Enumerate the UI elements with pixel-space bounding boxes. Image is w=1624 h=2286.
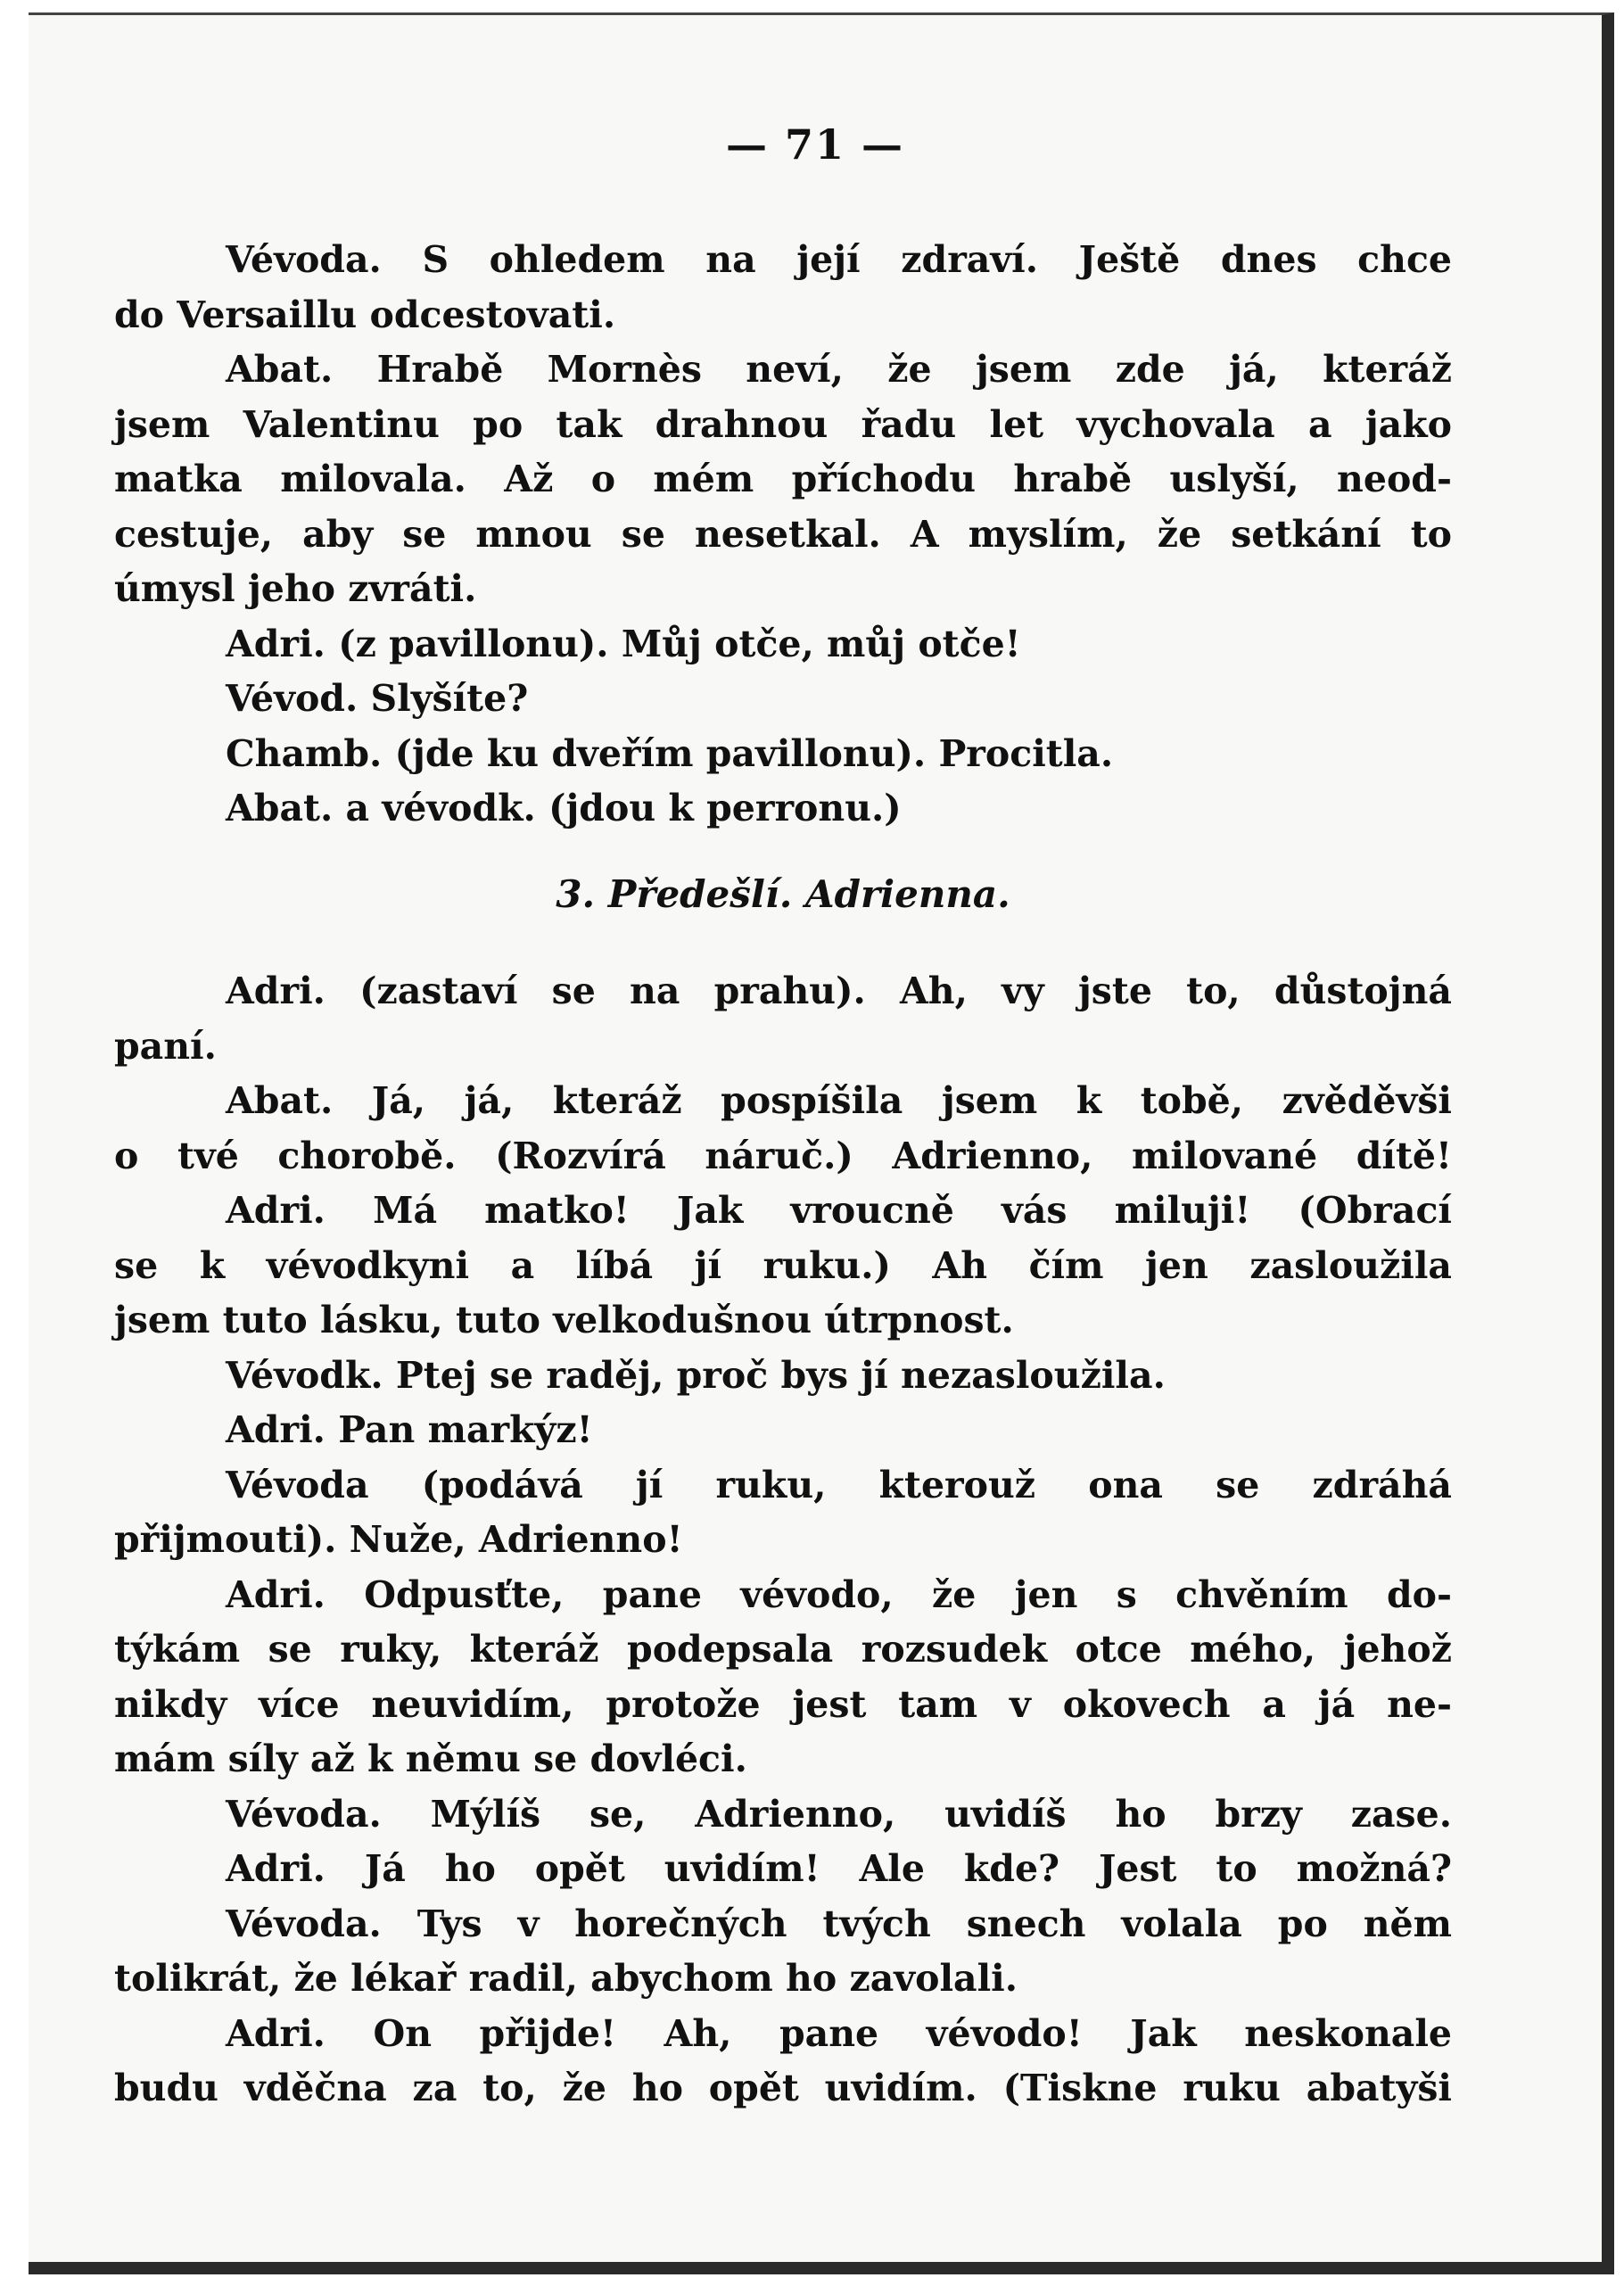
text-line: Adri. (z pavillonu). Můj otče, můj otče! bbox=[226, 622, 1021, 665]
text-line: Adri. (zastaví se na prahu). Ah, vy jste to, důstojná bbox=[226, 970, 1452, 1012]
text-line: Vévod. Slyšíte? bbox=[226, 677, 529, 720]
text-line: matka milovala. Až o mém příchodu hrabě uslyší, neod- bbox=[114, 458, 1452, 500]
text-line: nikdy více neuvidím, protože jest tam v okovech a já ne- bbox=[114, 1682, 1452, 1726]
text-line: Abat. a vévodk. (jdou k perronu.) bbox=[226, 787, 902, 829]
text-line: Vévoda. Tys v horečných tvých snech volala po něm bbox=[226, 1902, 1452, 1945]
page-number: — 71 — bbox=[725, 120, 905, 169]
book-page bbox=[29, 12, 1614, 2274]
text-line: Adri. Odpusťte, pane vévodo, že jen s chvěním do- bbox=[226, 1572, 1452, 1616]
text-line: Vévodk. Ptej se raděj, proč bys jí nezasloužila. bbox=[226, 1353, 1166, 1397]
text-line: se k vévodkyni a líbá jí ruku.) Ah čím jen zasloužila bbox=[114, 1243, 1452, 1287]
text-line: Adri. On přijde! Ah, pane vévodo! Jak neskonale bbox=[226, 2011, 1452, 2055]
scene-heading: 3. Předešlí. Adrienna. bbox=[556, 871, 1010, 916]
text-line: paní. bbox=[114, 1024, 217, 1068]
text-line: Abat. Já, já, kteráž pospíšila jsem k tobě, zvěděvši bbox=[226, 1079, 1452, 1122]
text-line: Adri. Má matko! Jak vroucně vás miluji! (Obrací bbox=[226, 1189, 1452, 1232]
text-line: tolikrát, že lékař radil, abychom ho zavolali. bbox=[114, 1957, 1018, 2000]
text-line: cestuje, aby se mnou se nesetkal. A myslím, že setkání to bbox=[114, 512, 1452, 556]
text-line: mám síly až k němu se dovléci. bbox=[114, 1737, 747, 1780]
text-line: Vévoda. Mýlíš se, Adrienno, uvidíš ho brzy zase. bbox=[226, 1792, 1452, 1836]
text-line: Chamb. (jde ku dveřím pavillonu). Procitla. bbox=[226, 731, 1114, 775]
page-text bbox=[114, 233, 1452, 2117]
text-line: Vévoda. S ohledem na její zdraví. Ještě dnes chce bbox=[226, 238, 1452, 281]
text-line: budu vděčna za to, že ho opět uvidím. (Tiskne ruku abatyši bbox=[114, 2067, 1452, 2109]
text-line: jsem tuto lásku, tuto velkodušnou útrpnost. bbox=[114, 1299, 1014, 1341]
text-line: Abat. Hrabě Mornès neví, že jsem zde já, kteráž bbox=[226, 348, 1452, 391]
text-line: do Versaillu odcestovati. bbox=[114, 293, 616, 336]
text-line: jsem Valentinu po tak drahnou řadu let vychovala a jako bbox=[114, 402, 1452, 446]
text-line: úmysl jeho zvráti. bbox=[114, 567, 477, 610]
text-line: Vévoda (podává jí ruku, kterouž ona se zdráhá bbox=[226, 1463, 1452, 1506]
text-line: přijmouti). Nuže, Adrienno! bbox=[114, 1518, 683, 1561]
text-line: týkám se ruky, kteráž podepsala rozsudek otce mého, jehož bbox=[114, 1628, 1452, 1671]
text-line: Adri. Pan markýz! bbox=[226, 1408, 593, 1451]
text-line: Adri. Já ho opět uvidím! Ale kde? Jest to možná? bbox=[226, 1847, 1452, 1890]
text-line: o tvé chorobě. (Rozvírá náruč.) Adrienno, milované dítě! bbox=[114, 1134, 1452, 1177]
